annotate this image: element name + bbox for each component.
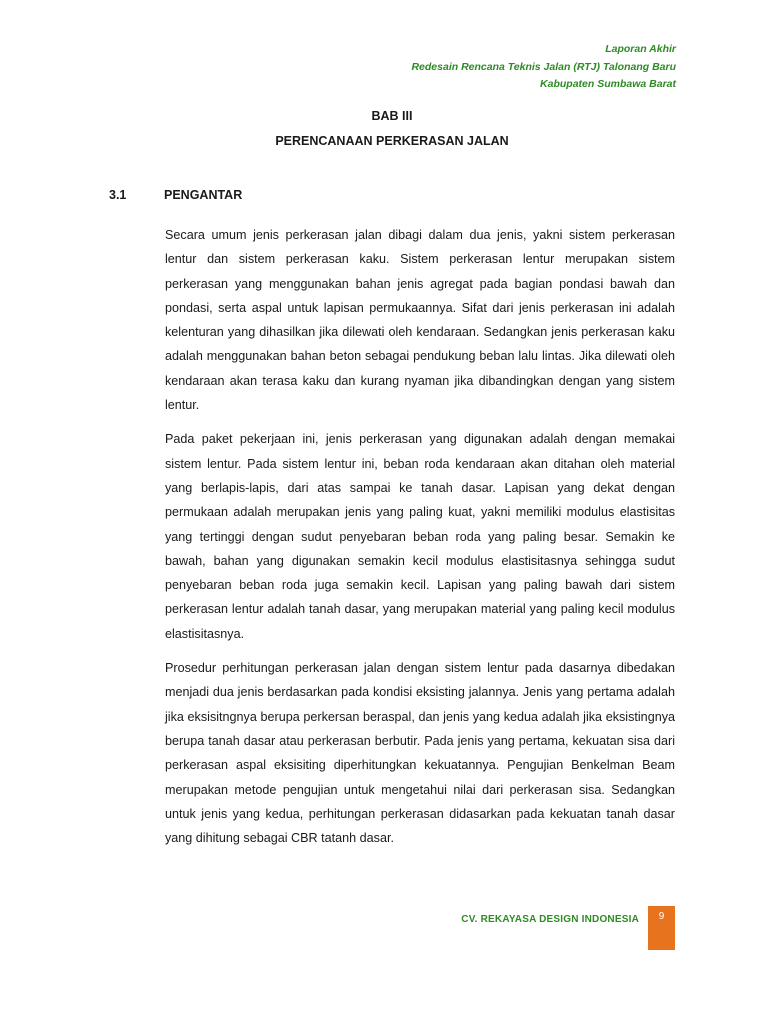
page-number-tab	[648, 906, 675, 950]
paragraph: Secara umum jenis perkerasan jalan dibagi dalam dua jenis, yakni sistem perkerasan lentur dan sistem perkerasan kaku. Sistem perkerasan lentur merupakan sistem perkerasan yang menggunakan bahan jenis agregat pada bagian pondasi bawah dan pondasi, serta aspal untuk lapisan permukaannya. Sifat dari jenis perkerasan ini adalah kelenturan yang dihasilkan jika dilewati oleh kendaraan. Sedangkan jenis perkerasan kaku adalah menggunakan bahan beton sebagai pendukung beban lalu lintas. Jika dilewati oleh kendaraan akan terasa kaku dan kurang nyaman jika dibandingkan dengan yang sistem lentur.	[165, 228, 675, 413]
page-number: 9	[658, 911, 665, 922]
paragraph: Prosedur perhitungan perkerasan jalan dengan sistem lentur pada dasarnya dibedakan menjadi dua jenis berdasarkan pada kondisi eksisting jalannya. Jenis yang pertama adalah jika eksisitngnya berupa perkersan beraspal, dan jenis yang kedua adalah jika eksistingnya berupa tanah dasar atau perkerasan berbutir. Pada jenis yang pertama, kekuatan sisa dari perkerasan aspal eksisiting diperhitungkan kekuatannya. Pengujian Benkelman Beam merupakan metode pengujian untuk mengetahui nilai dari perkerasan sisa. Sedangkan untuk jenis yang kedua, perhitungan perkerasan didasarkan pada kekuatan tanah dasar yang dihitung sebagai CBR tatanh dasar.	[165, 661, 675, 846]
body-text	[165, 223, 675, 860]
section-heading	[109, 188, 242, 202]
chapter-title: PERENCANAAN PERKERASAN JALAN	[275, 134, 509, 148]
running-header	[411, 41, 676, 94]
header-project-title: Redesain Rencana Teknis Jalan (RTJ) Talonang Baru	[411, 60, 676, 73]
section-number: 3.1	[109, 188, 127, 202]
header-report-type: Laporan Akhir	[605, 43, 676, 55]
chapter-number: BAB III	[371, 109, 413, 123]
footer-company-name: CV. REKAYASA DESIGN INDONESIA	[461, 914, 639, 925]
header-regency: Kabupaten Sumbawa Barat	[540, 78, 676, 90]
section-title: PENGANTAR	[164, 188, 243, 202]
paragraph: Pada paket pekerjaan ini, jenis perkerasan yang digunakan adalah dengan memakai sistem lentur. Pada sistem lentur ini, beban roda kendaraan akan ditahan oleh material yang berlapis-lapis, dari atas sampai ke tanah dasar. Lapisan yang dekat dengan permukaan adalah merupakan jenis yang paling kuat, yakni memiliki modulus elastisitas yang tertinggi dengan sudut penyebaran beban roda yang paling besar. Semakin ke bawah, bahan yang digunakan semakin kecil modulus elastisitasnya sehingga sudut penyebaran beban roda juga semakin kecil. Lapisan yang paling bawah dari sistem perkerasan lentur adalah tanah dasar, yang merupakan material yang paling kecil modulus elastisitasnya.	[165, 432, 675, 641]
